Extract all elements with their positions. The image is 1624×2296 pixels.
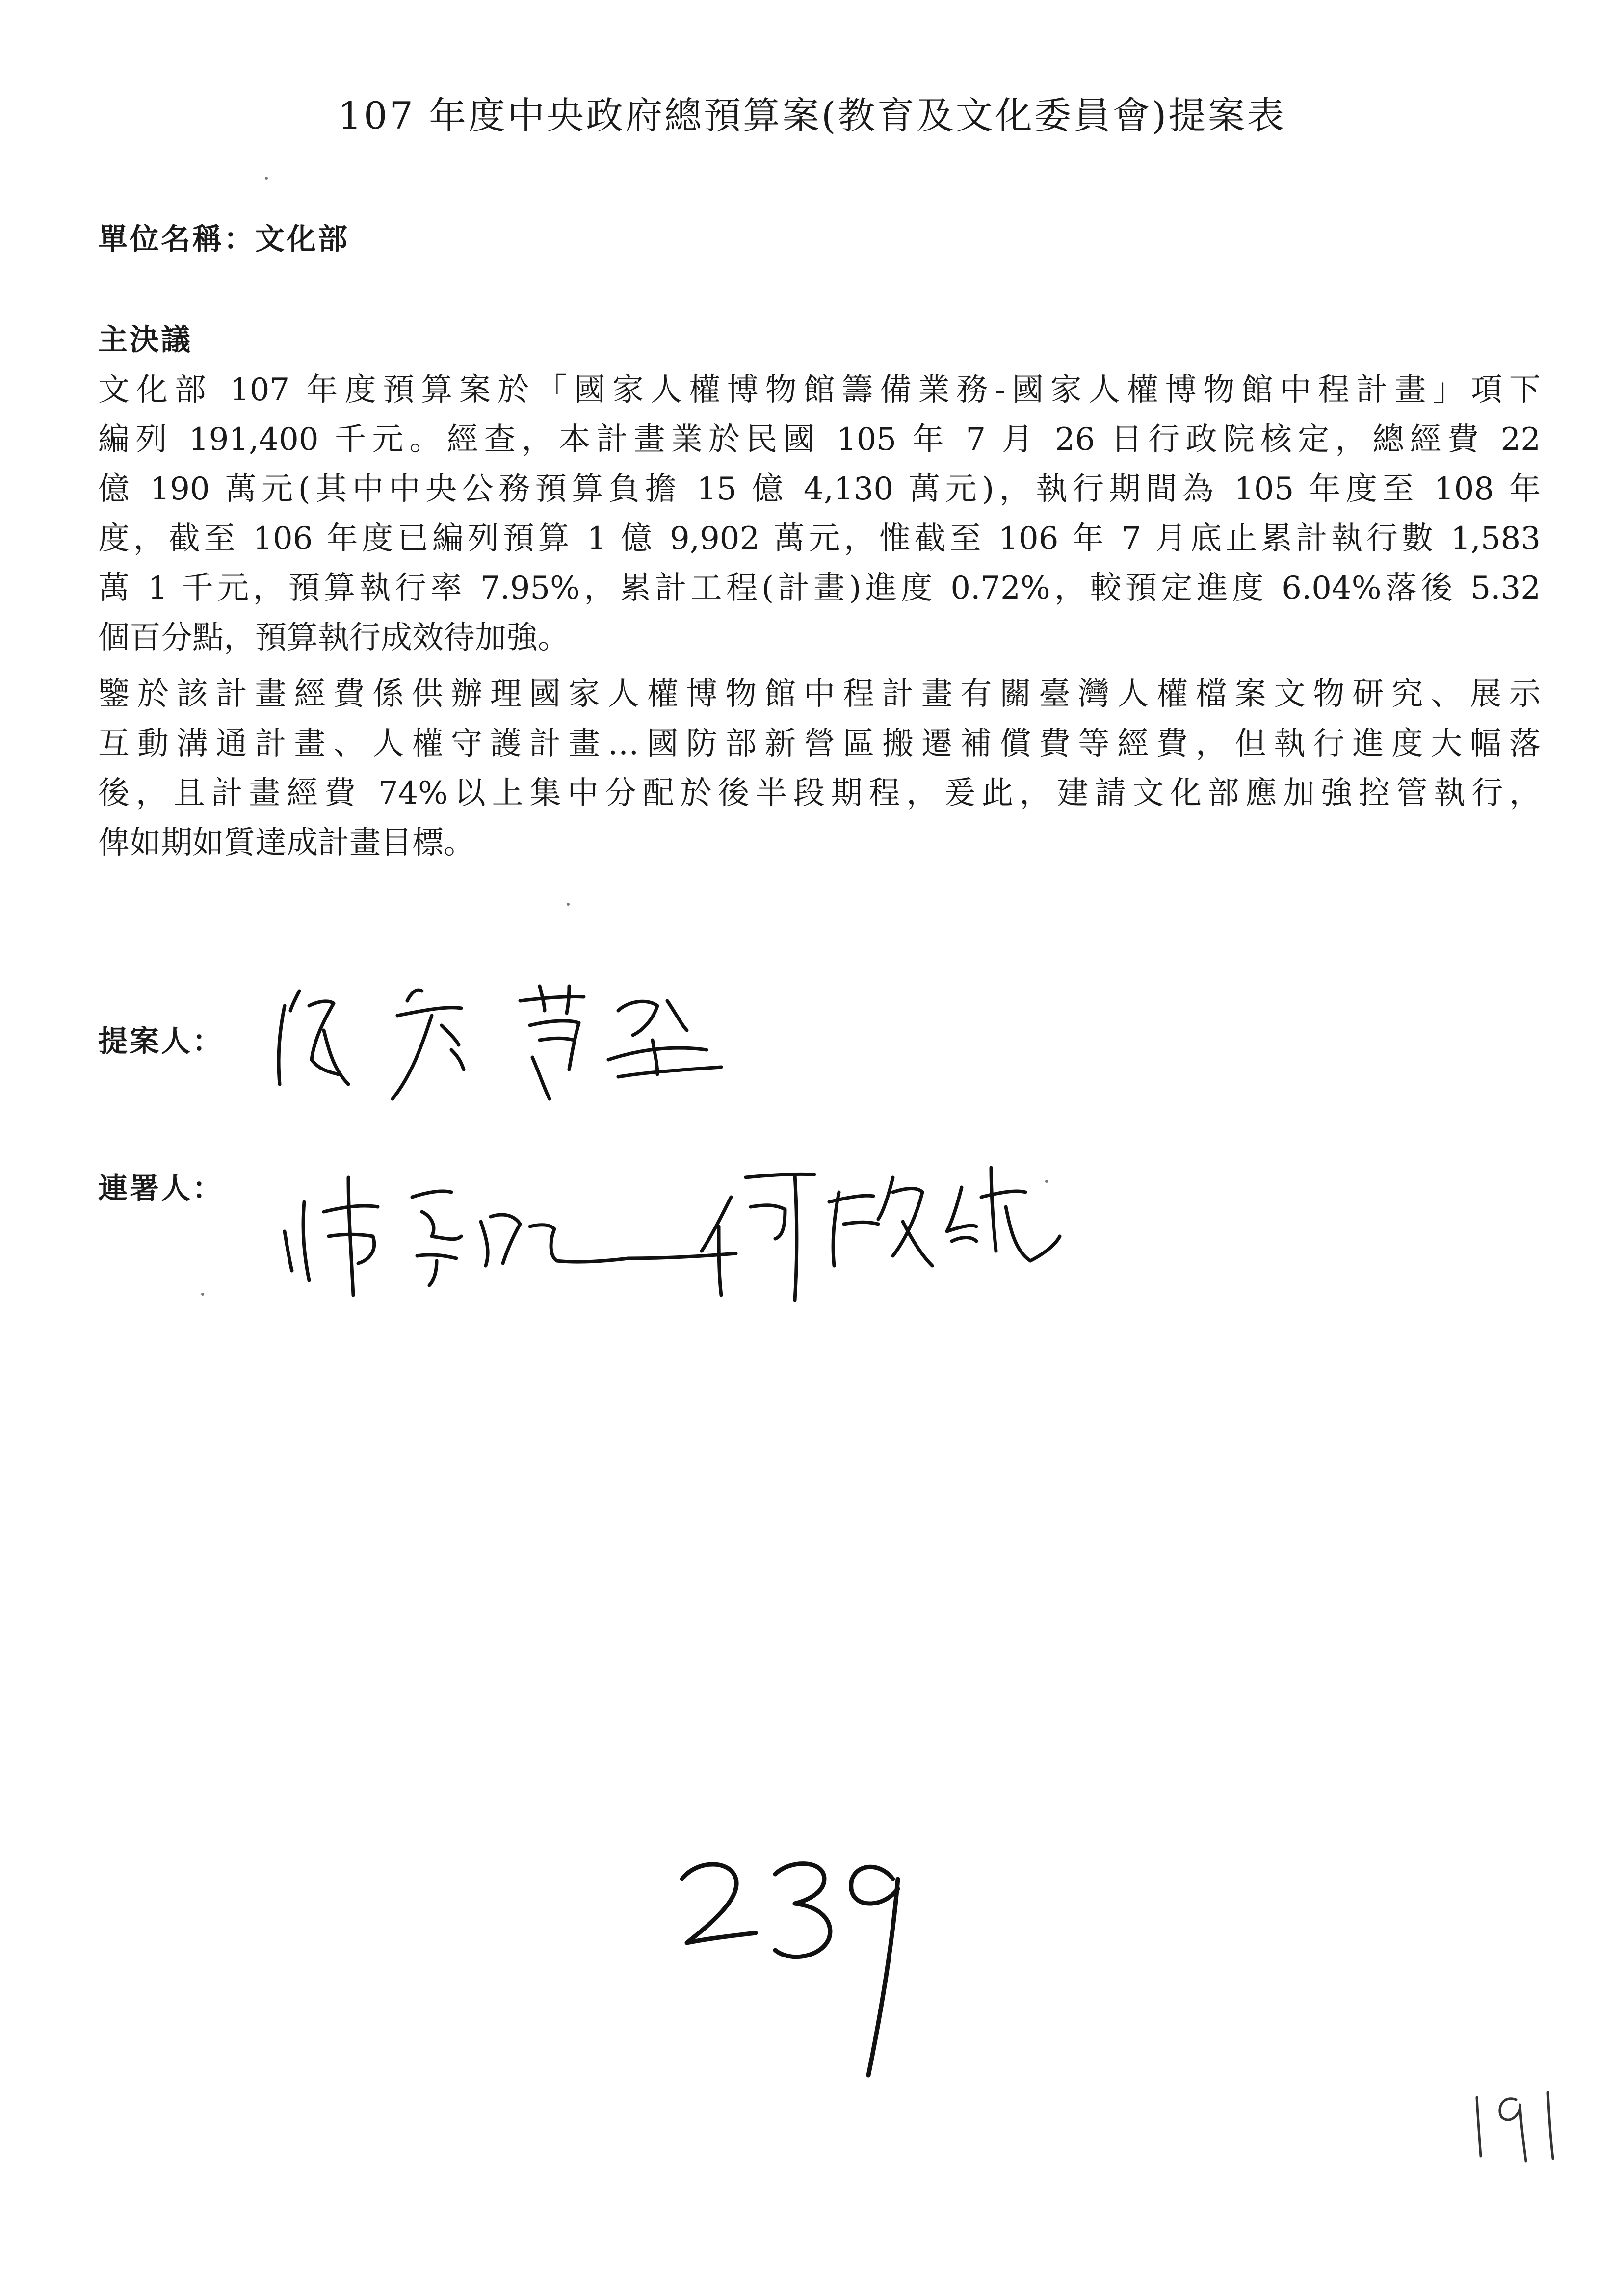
handwritten-page-number-239: [662, 1840, 937, 2085]
resolution-heading: 主決議: [98, 323, 192, 357]
proposer-label: 提案人：: [98, 1024, 224, 1059]
document-title: 107 年度中央政府總預算案(教育及文化委員會)提案表: [338, 94, 1286, 137]
text-line: 億 190 萬元(其中中央公務預算負擔 15 億 4,130 萬元)，執行期間為 105 年度至 108 年: [98, 471, 1541, 507]
proposer-signature: [265, 971, 736, 1109]
text-line: 個百分點，預算執行成效待加強。: [98, 620, 569, 656]
text-line: 後，且計畫經費 74%以上集中分配於後半段期程，爰此，建請文化部應加強控管執行，: [98, 775, 1541, 811]
resolution-paragraph-2: [98, 670, 1541, 868]
scan-speck: [201, 1293, 204, 1296]
text-line: 萬 1 千元，預算執行率 7.95%，累計工程(計畫)進度 0.72%，較預定進度 6.04%落後 5.32: [98, 570, 1541, 606]
text-line: 文化部 107 年度預算案於「國家人權博物館籌備業務-國家人權博物館中程計畫」項下: [98, 372, 1541, 408]
text-line: 俾如期如質達成計畫目標。: [98, 825, 475, 861]
text-line: 鑒於該計畫經費係供辦理國家人權博物館中程計畫有關臺灣人權檔案文物研究、展示: [98, 676, 1541, 712]
cosigner-signatures: [275, 1138, 1060, 1315]
handwritten-corner-number-191: [1462, 2078, 1570, 2166]
cosigner-label: 連署人：: [98, 1172, 224, 1206]
text-line: 編列 191,400 千元。經查，本計畫業於民國 105 年 7 月 26 日行政院核定，總經費 22: [98, 421, 1541, 458]
text-line: 度，截至 106 年度已編列預算 1 億 9,902 萬元，惟截至 106 年 7 月底止累計執行數 1,583: [98, 521, 1541, 557]
scan-speck: [1045, 1180, 1048, 1183]
scan-speck: [265, 177, 268, 180]
resolution-paragraph-1: [98, 365, 1541, 663]
scan-speck: [567, 903, 570, 906]
text-line: 互動溝通計畫、人權守護計畫…國防部新營區搬遷補償費等經費，但執行進度大幅落: [98, 726, 1541, 762]
unit-name-line: 單位名稱：文化部: [98, 222, 349, 257]
